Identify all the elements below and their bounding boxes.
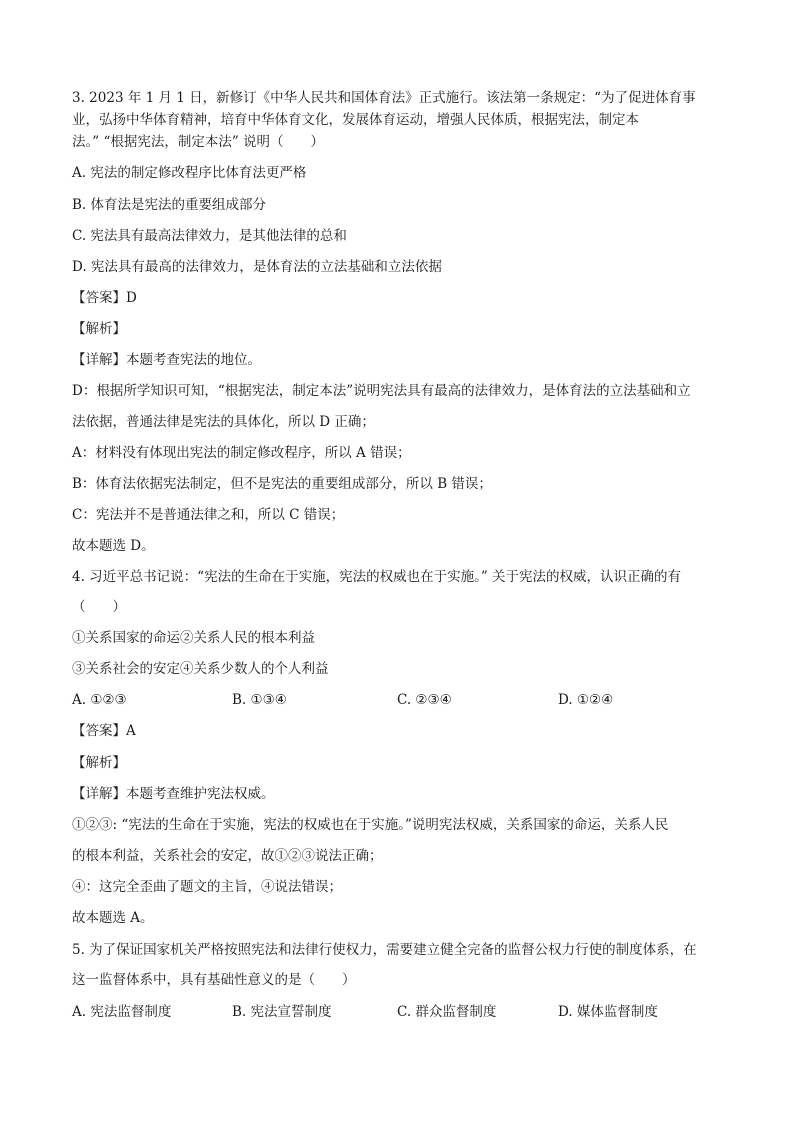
q4-explain-line2: 的根本利益，关系社会的安定，故①②③说法正确； xyxy=(72,848,383,864)
q3-explain-a: A：材料没有体现出宪法的制定修改程序，所以 A 错误； xyxy=(72,445,411,461)
q4-answer: 【答案】A xyxy=(72,723,136,739)
q3-explain-c: C：宪法并不是普通法律之和，所以 C 错误； xyxy=(72,507,345,523)
q4-explain-line3: ④：这完全歪曲了题文的主旨，④说法错误； xyxy=(72,879,342,895)
q4-options-row xyxy=(72,690,722,710)
q3-option-d: D. 宪法具有最高的法律效力，是体育法的立法基础和立法依据 xyxy=(72,259,442,275)
q4-explain-line1: ①②③: “宪法的生命在于实施，宪法的权威也在于实施。”说明宪法权威，关系国家的命运，关系人民 xyxy=(72,817,669,833)
q5-options-row xyxy=(72,1002,722,1022)
q4-detail: 【详解】本题考查维护宪法权威。 xyxy=(72,786,275,802)
q3-stem-line3: 法。” “根据宪法，制定本法” 说明（ ） xyxy=(72,134,325,150)
q5-option-c: C. 群众监督制度 xyxy=(397,1004,497,1020)
q5-option-b: B. 宪法宣誓制度 xyxy=(232,1004,332,1020)
q3-stem-line2: 业，弘扬中华体育精神，培育中华体育文化，发展体育运动，增强人民体质，根据宪法，制定本 xyxy=(72,112,639,128)
q4-analysis-heading: 【解析】 xyxy=(72,755,126,771)
q4-option-b: B. ①③④ xyxy=(232,692,287,708)
q4-option-c: C. ②③④ xyxy=(397,692,452,708)
q4-items-line2: ③关系社会的安定④关系少数人的个人利益 xyxy=(72,661,329,677)
q5-stem-line1: 5. 为了保证国家机关严格按照宪法和法律行使权力，需要建立健全完备的监督公权力行使的制度体系，在 xyxy=(72,942,697,958)
q4-conclusion: 故本题选 A。 xyxy=(72,910,154,926)
q3-detail: 【详解】本题考查宪法的地位。 xyxy=(72,352,261,368)
q3-explain-d-line2: 法依据，普通法律是宪法的具体化，所以 D 正确； xyxy=(72,414,375,430)
q4-stem-line1: 4. 习近平总书记说：“宪法的生命在于实施，宪法的权威也在于实施。” 关于宪法的权威，认识正确的有 xyxy=(72,569,682,585)
q3-option-c: C. 宪法具有最高法律效力，是其他法律的总和 xyxy=(72,228,347,244)
q3-option-b: B. 体育法是宪法的重要组成部分 xyxy=(72,197,267,213)
q4-option-d: D. ①②④ xyxy=(558,692,614,708)
q5-option-a: A. 宪法监督制度 xyxy=(72,1004,172,1020)
q3-explain-b: B：体育法依据宪法制定，但不是宪法的重要组成部分，所以 B 错误； xyxy=(72,476,492,492)
q3-stem-line1: 3. 2023 年 1 月 1 日，新修订《中华人民共和国体育法》正式施行。该法第一条规定：“为了促进体育事 xyxy=(72,90,696,106)
q3-option-a: A. 宪法的制定修改程序比体育法更严格 xyxy=(72,165,307,181)
q3-answer: 【答案】D xyxy=(72,290,137,306)
q4-items-line1: ①关系国家的命运②关系人民的根本利益 xyxy=(72,630,315,646)
q5-option-d: D. 媒体监督制度 xyxy=(558,1004,658,1020)
q3-explain-d-line1: D：根据所学知识可知，“根据宪法，制定本法”说明宪法具有最高的法律效力，是体育法的立法基础和立 xyxy=(72,383,691,399)
q4-stem-line2: （ ） xyxy=(72,599,126,615)
q3-analysis-heading: 【解析】 xyxy=(72,321,126,337)
q4-option-a: A. ①②③ xyxy=(72,692,127,708)
q5-stem-line2: 这一监督体系中，具有基础性意义的是（ ） xyxy=(72,972,356,988)
q3-conclusion: 故本题选 D。 xyxy=(72,538,155,554)
